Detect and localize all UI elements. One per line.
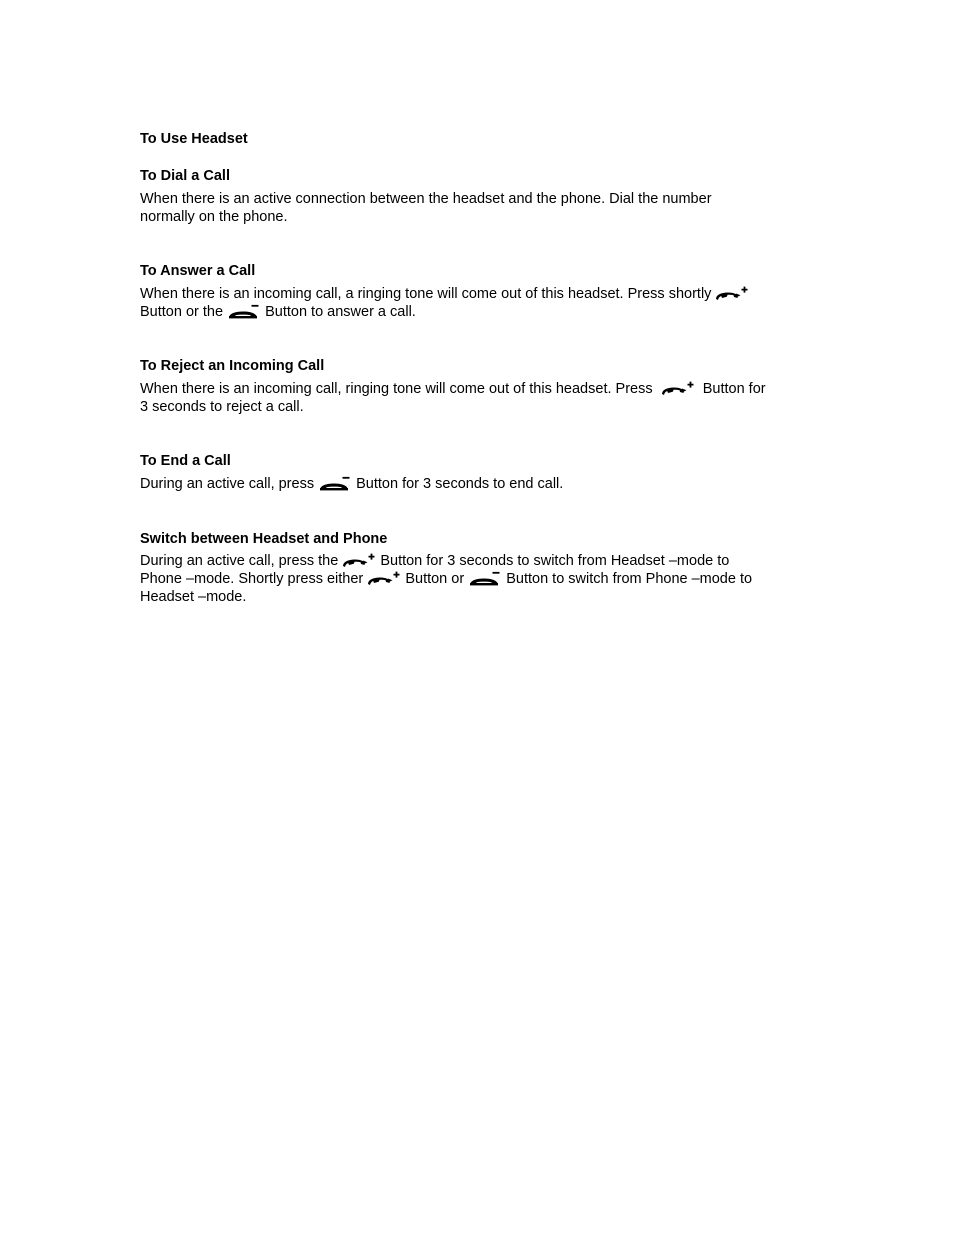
body-text: normally on the phone. — [140, 209, 288, 225]
call-button-icon — [715, 285, 749, 301]
body-line — [140, 303, 810, 321]
section-reject-call — [140, 357, 810, 416]
body-text: When there is an incoming call, a ringing tone will come out of this headset. Press shortly — [140, 286, 712, 302]
section-title: To Answer a Call — [140, 263, 256, 279]
body-text: Button or the — [140, 304, 224, 320]
body-text: Button or — [405, 571, 465, 587]
section-title: To End a Call — [140, 453, 231, 469]
section-body — [140, 552, 810, 606]
body-text: When there is an active connection between the headset and the phone. Dial the number — [140, 191, 712, 207]
body-line — [140, 380, 810, 398]
call-button-icon — [342, 552, 376, 568]
body-text: Headset –mode. — [140, 589, 247, 605]
end-call-button-icon — [318, 475, 352, 491]
end-call-button-icon — [468, 570, 502, 586]
end-call-button-icon — [227, 303, 261, 319]
section-title: To Dial a Call — [140, 168, 230, 184]
body-text: Button for 3 seconds to switch from Headset –mode to — [380, 553, 730, 569]
body-line — [140, 398, 810, 416]
section-answer-call — [140, 262, 810, 321]
body-text: During an active call, press the — [140, 553, 339, 569]
body-text: During an active call, press — [140, 476, 315, 492]
body-line — [140, 552, 810, 570]
section-body — [140, 475, 810, 493]
body-text: 3 seconds to reject a call. — [140, 399, 304, 415]
body-line — [140, 190, 810, 208]
body-text: Phone –mode. Shortly press either — [140, 571, 364, 587]
section-title: To Reject an Incoming Call — [140, 358, 325, 374]
body-text: Button to answer a call. — [265, 304, 416, 320]
call-button-icon — [367, 570, 401, 586]
section-dial-call — [140, 167, 810, 226]
section-body — [140, 190, 810, 226]
body-text: Button to switch from Phone –mode to — [506, 571, 753, 587]
call-button-icon — [661, 380, 695, 396]
body-text: When there is an incoming call, ringing tone will come out of this headset. Press — [140, 381, 653, 397]
section-end-call — [140, 452, 810, 493]
body-line — [140, 475, 810, 493]
section-body — [140, 380, 810, 416]
body-line — [140, 588, 810, 606]
body-line — [140, 570, 810, 588]
section-switch-mode — [140, 530, 810, 606]
body-text: Button for 3 seconds to end call. — [356, 476, 564, 492]
section-body — [140, 285, 810, 321]
body-text: Button for — [702, 381, 766, 397]
body-line — [140, 285, 810, 303]
body-line — [140, 208, 810, 226]
page-title: To Use Headset — [140, 131, 248, 147]
section-title: Switch between Headset and Phone — [140, 531, 388, 547]
